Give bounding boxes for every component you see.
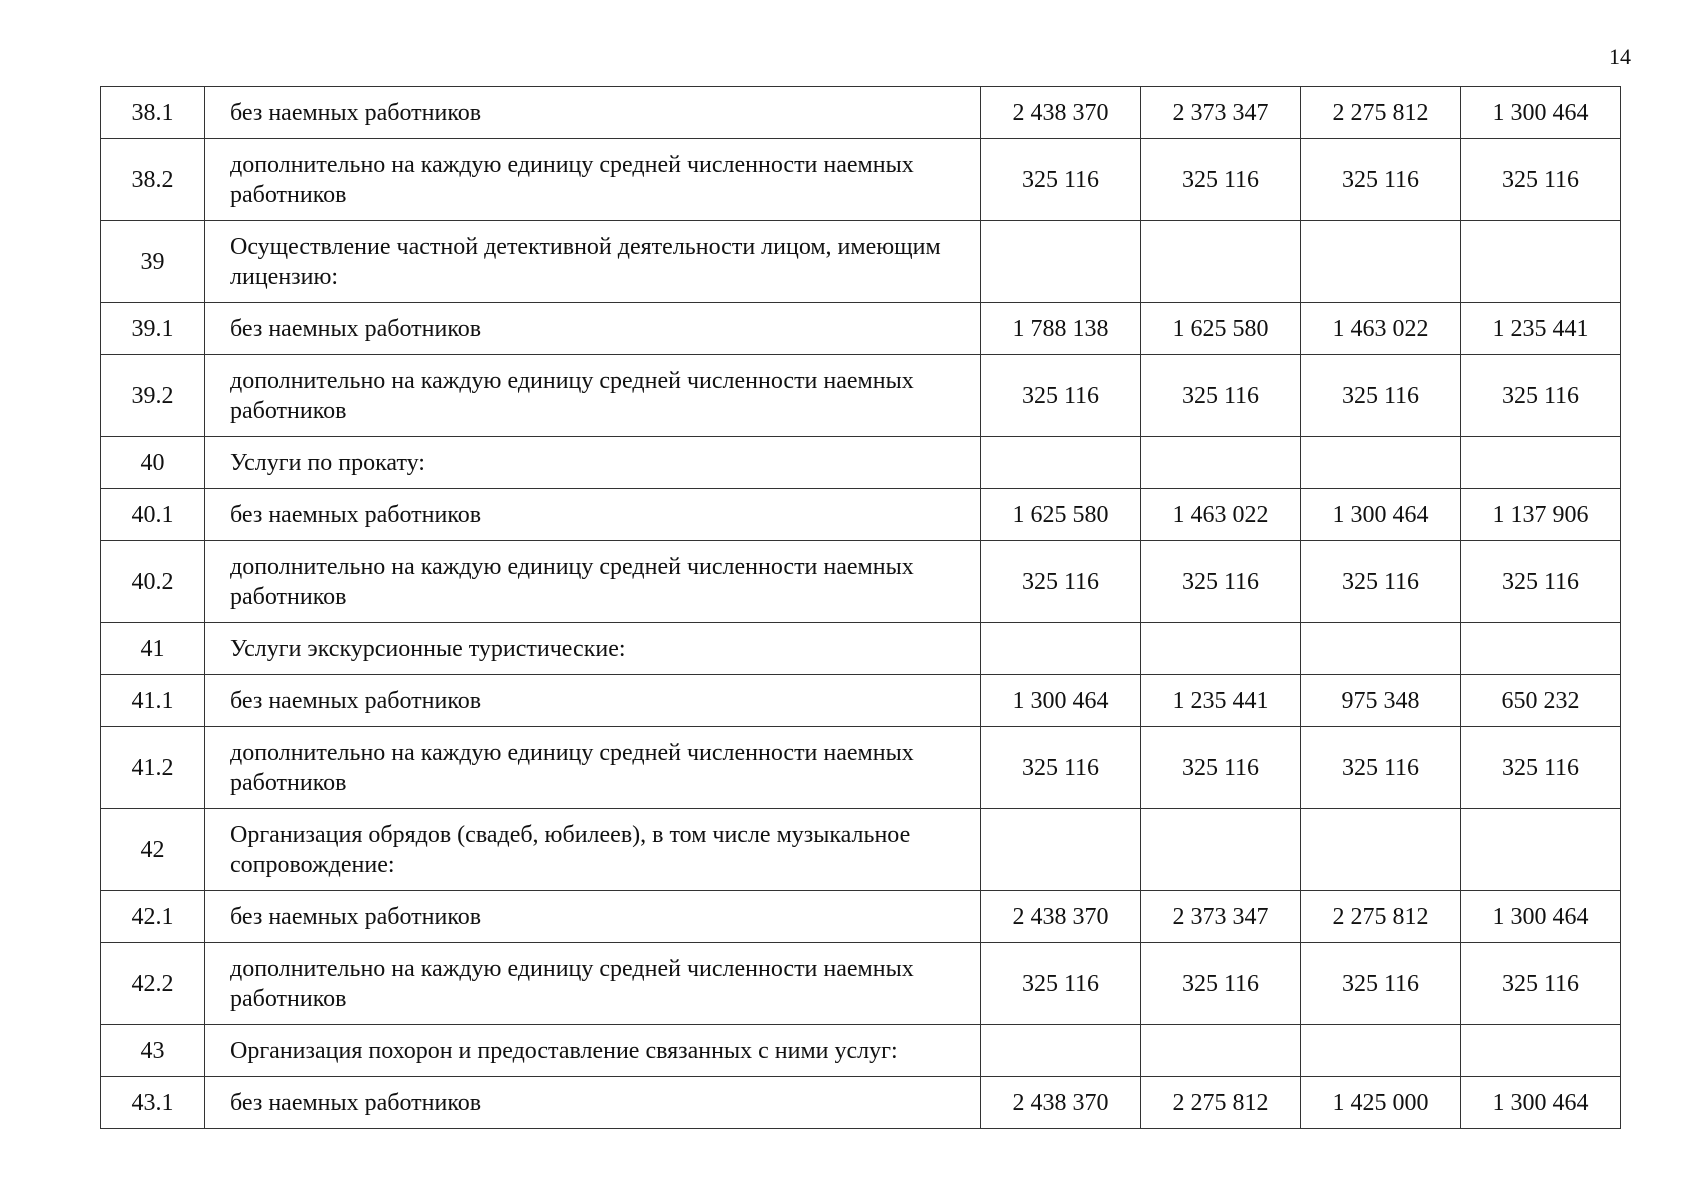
row-description: дополнительно на каждую единицу средней численности наемных работников <box>205 943 981 1025</box>
row-description: без наемных работников <box>205 87 981 139</box>
row-number: 38.1 <box>101 87 205 139</box>
value-cell: 325 116 <box>1301 355 1461 437</box>
value-cell: 1 300 464 <box>1461 87 1621 139</box>
row-description: дополнительно на каждую единицу средней численности наемных работников <box>205 355 981 437</box>
value-cell <box>981 809 1141 891</box>
row-number: 42.2 <box>101 943 205 1025</box>
page-number: 14 <box>1609 44 1631 69</box>
row-description: Услуги по прокату: <box>205 437 981 489</box>
value-cell: 325 116 <box>981 541 1141 623</box>
value-cell: 2 438 370 <box>981 891 1141 943</box>
value-cell: 325 116 <box>1141 139 1301 221</box>
row-description: Осуществление частной детективной деятельности лицом, имеющим лицензию: <box>205 221 981 303</box>
table-row <box>101 891 1621 943</box>
row-description: без наемных работников <box>205 675 981 727</box>
value-cell: 325 116 <box>1461 541 1621 623</box>
value-cell: 2 438 370 <box>981 87 1141 139</box>
value-cell: 2 373 347 <box>1141 87 1301 139</box>
value-cell <box>1141 1025 1301 1077</box>
value-cell: 325 116 <box>981 139 1141 221</box>
value-cell: 2 275 812 <box>1301 87 1461 139</box>
row-number: 42 <box>101 809 205 891</box>
table-row <box>101 943 1621 1025</box>
row-description: без наемных работников <box>205 489 981 541</box>
value-cell: 325 116 <box>1301 541 1461 623</box>
value-cell <box>1301 1025 1461 1077</box>
value-cell <box>981 437 1141 489</box>
value-cell <box>1301 809 1461 891</box>
table-row <box>101 623 1621 675</box>
row-number: 41 <box>101 623 205 675</box>
row-description: Услуги экскурсионные туристические: <box>205 623 981 675</box>
value-cell: 650 232 <box>1461 675 1621 727</box>
table-row <box>101 809 1621 891</box>
value-cell: 325 116 <box>981 727 1141 809</box>
row-number: 40.1 <box>101 489 205 541</box>
value-cell <box>1301 221 1461 303</box>
row-number: 41.1 <box>101 675 205 727</box>
value-cell: 1 788 138 <box>981 303 1141 355</box>
value-cell: 1 235 441 <box>1461 303 1621 355</box>
table-row <box>101 139 1621 221</box>
value-cell: 325 116 <box>1301 139 1461 221</box>
value-cell: 975 348 <box>1301 675 1461 727</box>
row-number: 40 <box>101 437 205 489</box>
row-number: 39.2 <box>101 355 205 437</box>
value-cell: 2 275 812 <box>1301 891 1461 943</box>
value-cell: 325 116 <box>1461 139 1621 221</box>
value-cell: 325 116 <box>981 355 1141 437</box>
value-cell <box>1141 809 1301 891</box>
value-cell: 1 463 022 <box>1141 489 1301 541</box>
value-cell <box>981 623 1141 675</box>
value-cell <box>1461 623 1621 675</box>
value-cell <box>1141 221 1301 303</box>
table-row <box>101 303 1621 355</box>
row-number: 39 <box>101 221 205 303</box>
table-row <box>101 221 1621 303</box>
value-cell <box>1141 623 1301 675</box>
value-cell <box>1301 623 1461 675</box>
value-cell: 1 300 464 <box>1461 1077 1621 1129</box>
value-cell <box>981 1025 1141 1077</box>
row-description: дополнительно на каждую единицу средней численности наемных работников <box>205 541 981 623</box>
value-cell: 1 463 022 <box>1301 303 1461 355</box>
value-cell: 1 425 000 <box>1301 1077 1461 1129</box>
value-cell: 325 116 <box>1141 943 1301 1025</box>
row-number: 38.2 <box>101 139 205 221</box>
value-cell: 2 275 812 <box>1141 1077 1301 1129</box>
value-cell: 1 625 580 <box>981 489 1141 541</box>
value-cell: 325 116 <box>1301 943 1461 1025</box>
row-number: 40.2 <box>101 541 205 623</box>
row-description: дополнительно на каждую единицу средней численности наемных работников <box>205 139 981 221</box>
value-cell: 2 373 347 <box>1141 891 1301 943</box>
value-cell <box>981 221 1141 303</box>
table-row <box>101 675 1621 727</box>
row-description: без наемных работников <box>205 303 981 355</box>
value-cell: 1 235 441 <box>1141 675 1301 727</box>
row-description: без наемных работников <box>205 891 981 943</box>
value-cell <box>1461 809 1621 891</box>
value-cell: 325 116 <box>1141 727 1301 809</box>
table-row <box>101 727 1621 809</box>
table-row <box>101 355 1621 437</box>
row-description: без наемных работников <box>205 1077 981 1129</box>
row-description: Организация похорон и предоставление связанных с ними услуг: <box>205 1025 981 1077</box>
value-cell: 325 116 <box>1141 541 1301 623</box>
value-cell <box>1461 221 1621 303</box>
row-number: 42.1 <box>101 891 205 943</box>
value-cell: 1 137 906 <box>1461 489 1621 541</box>
value-cell: 1 300 464 <box>981 675 1141 727</box>
row-number: 43 <box>101 1025 205 1077</box>
table-row <box>101 1077 1621 1129</box>
value-cell <box>1461 437 1621 489</box>
table-row <box>101 437 1621 489</box>
value-cell: 1 300 464 <box>1301 489 1461 541</box>
table-row <box>101 489 1621 541</box>
row-number: 43.1 <box>101 1077 205 1129</box>
row-number: 41.2 <box>101 727 205 809</box>
value-cell: 325 116 <box>1141 355 1301 437</box>
value-cell: 2 438 370 <box>981 1077 1141 1129</box>
value-cell: 325 116 <box>1301 727 1461 809</box>
row-description: дополнительно на каждую единицу средней численности наемных работников <box>205 727 981 809</box>
value-cell: 325 116 <box>981 943 1141 1025</box>
table-row <box>101 1025 1621 1077</box>
value-cell: 325 116 <box>1461 943 1621 1025</box>
rates-table <box>100 86 1621 1129</box>
value-cell <box>1461 1025 1621 1077</box>
row-description: Организация обрядов (свадеб, юбилеев), в том числе музыкальное сопровождение: <box>205 809 981 891</box>
row-number: 39.1 <box>101 303 205 355</box>
value-cell: 1 300 464 <box>1461 891 1621 943</box>
value-cell: 325 116 <box>1461 355 1621 437</box>
value-cell: 1 625 580 <box>1141 303 1301 355</box>
table-row <box>101 87 1621 139</box>
value-cell <box>1141 437 1301 489</box>
table-row <box>101 541 1621 623</box>
value-cell <box>1301 437 1461 489</box>
value-cell: 325 116 <box>1461 727 1621 809</box>
